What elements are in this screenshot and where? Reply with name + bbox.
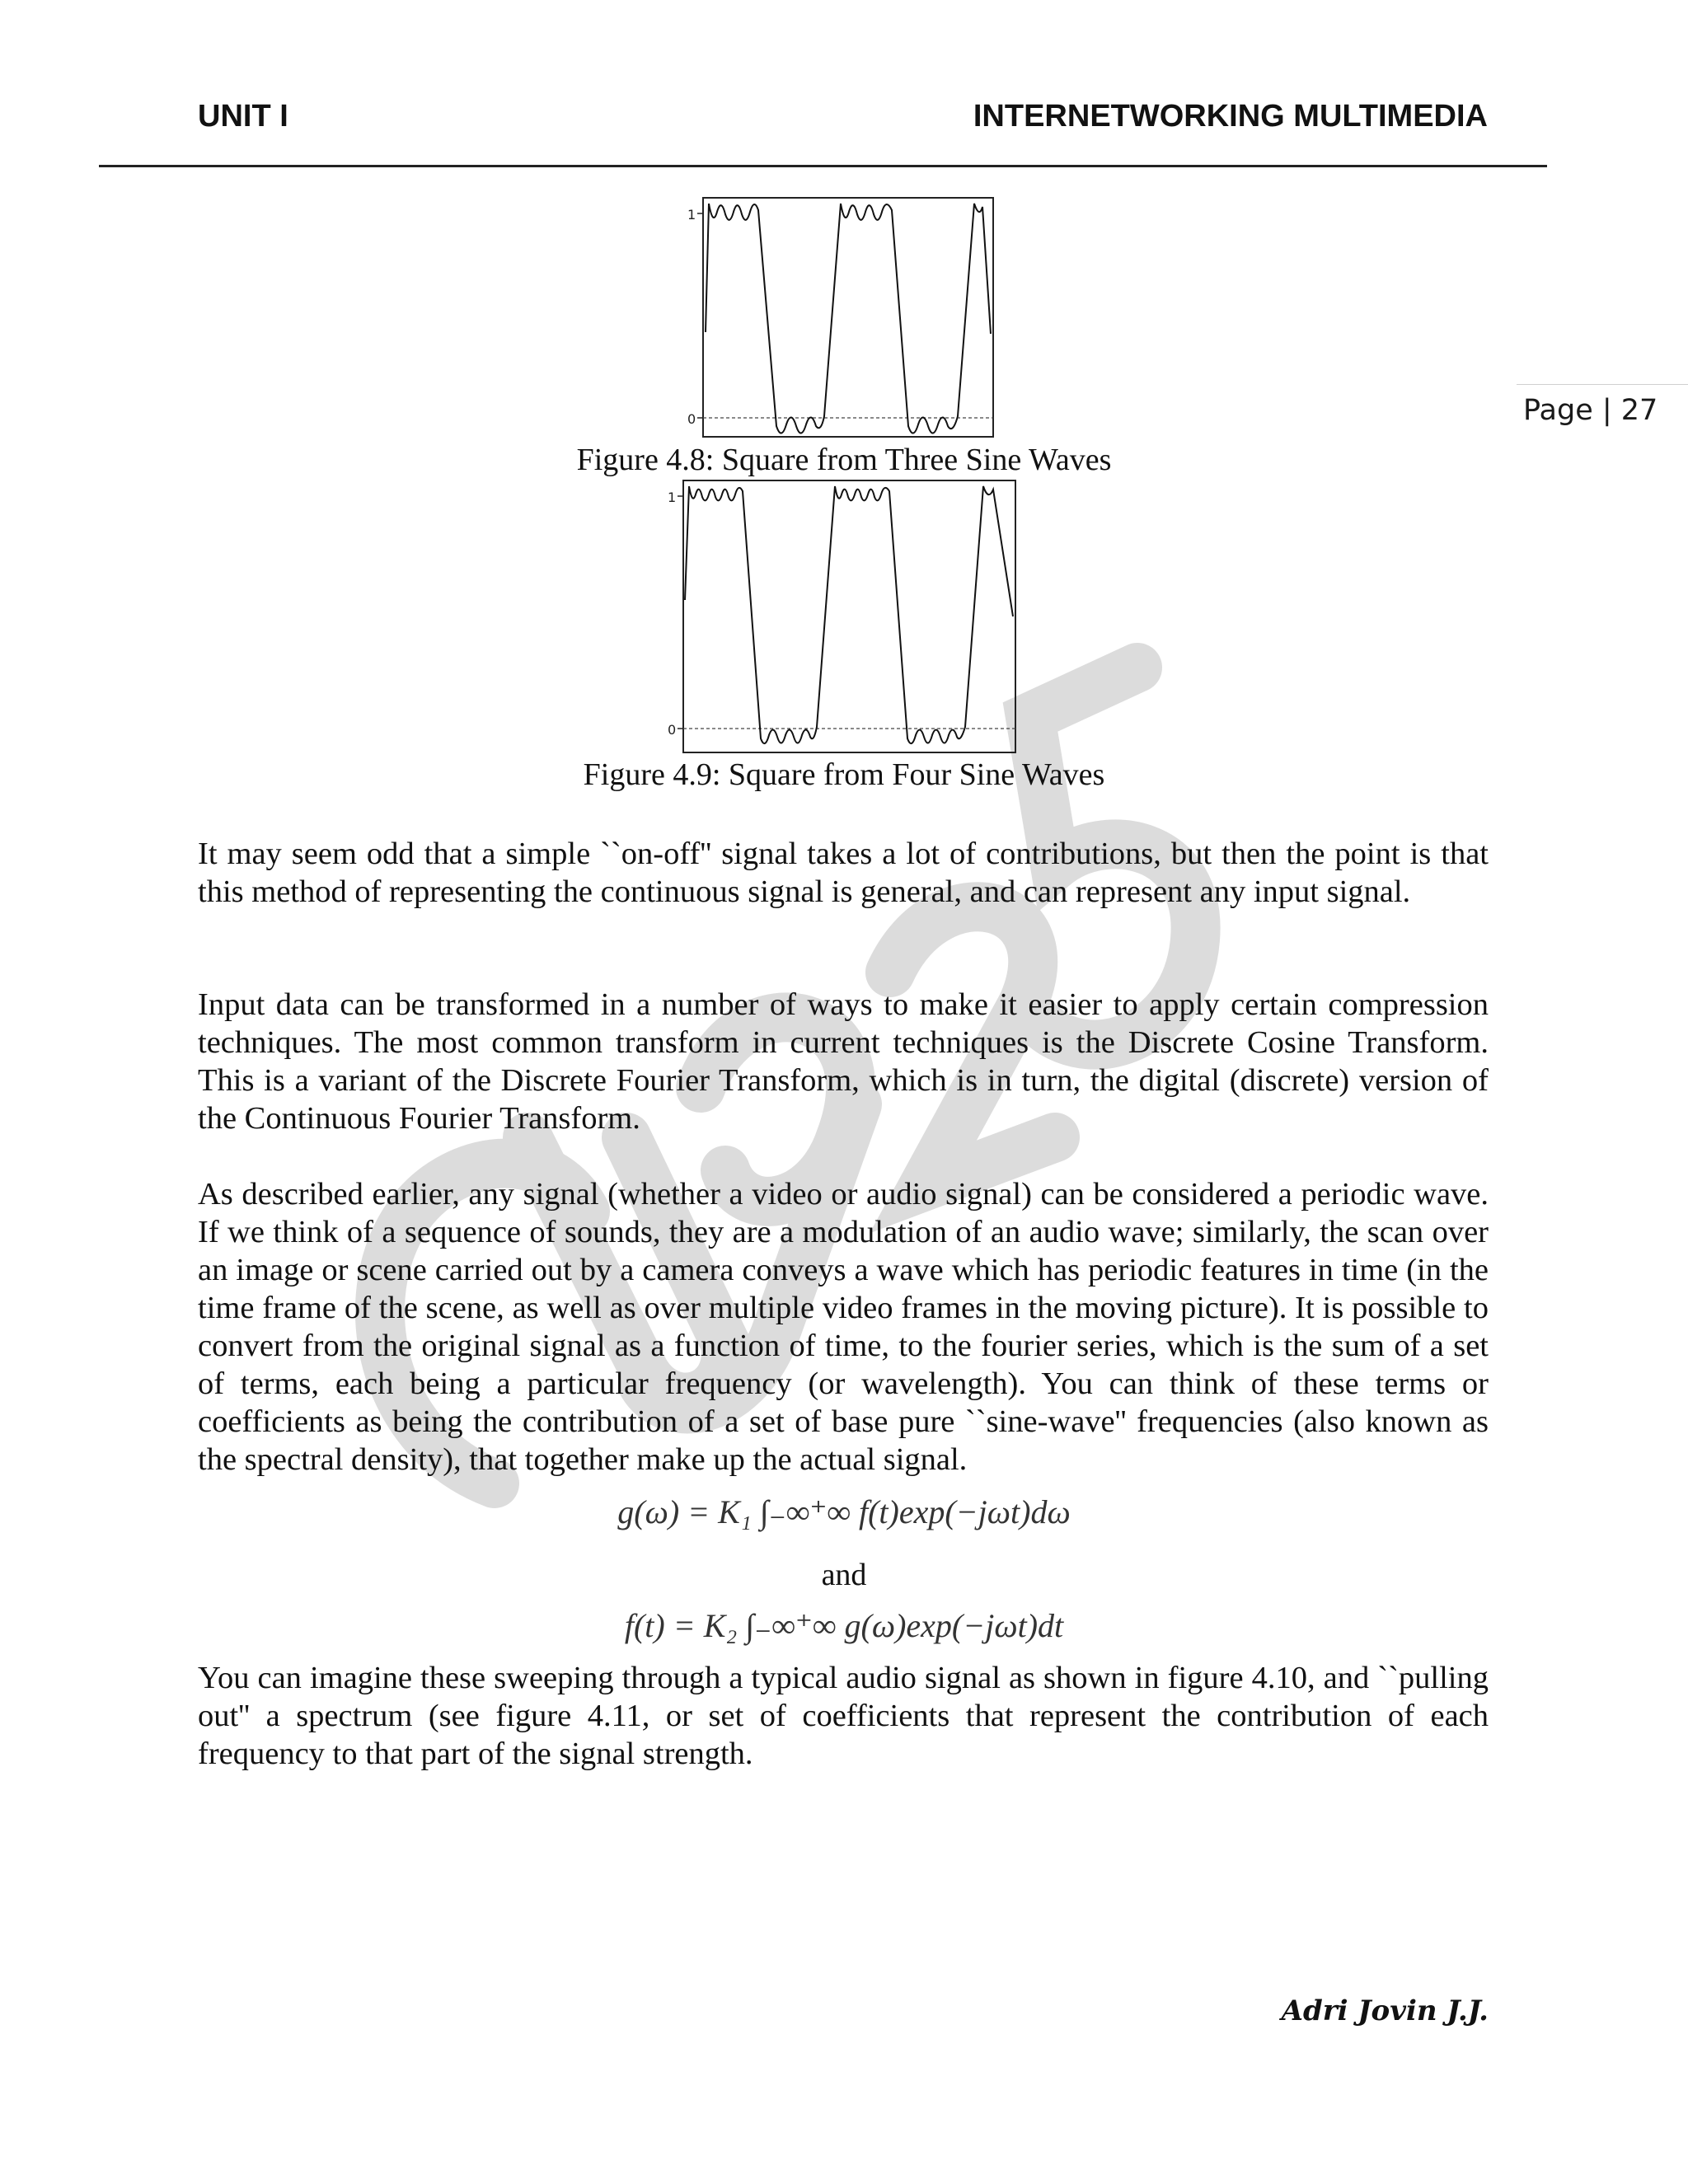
author-signature: Adri Jovin J.J. [1281,1994,1489,2027]
paragraph-transform-input: Input data can be transformed in a number of ways to make it easier to apply certain compression techniques. The most common transform in current techniques is the Discrete Cosine Transform. This is a variant of the Discrete Fourier Transform, which is in turn, the digital (discrete) version of the Continuous Fourier Transform. [198,987,1489,1136]
y-tick-label-bottom: 0 [687,411,696,427]
header-unit: UNIT I [198,99,288,134]
figure-4-9-caption: Figure 4.9: Square from Four Sine Waves [583,757,1105,792]
square-wave-curve [706,204,991,434]
equation-fourier-inverse: f(t) = K₂ ∫₋∞⁺∞ g(ω)exp(−jωt)dt [624,1607,1064,1644]
paragraph-sweeping-spectrum: You can imagine these sweeping through a typical audio signal as shown in figure 4.10, and ``pulling out'' a spectrum (see figure 4.11, or set of coefficients that represent the contribution of each frequency to that part of the signal strength. [198,1661,1489,1771]
figure-4-8-plot [676,194,997,441]
y-tick-label-bottom: 0 [668,722,677,738]
page-number-rule [1517,384,1688,385]
header-course-title: INTERNETWORKING MULTIMEDIA [973,99,1488,134]
equation-joiner: and [821,1558,867,1592]
y-tick-label-top: 1 [668,490,677,505]
equation-fourier-forward: g(ω) = K₁ ∫₋∞⁺∞ f(t)exp(−jωt)dω [617,1493,1071,1530]
figure-4-8-caption: Figure 4.8: Square from Three Sine Waves [576,443,1112,477]
paragraph-periodic-wave: As described earlier, any signal (whether a video or audio signal) can be considered a periodic wave. If we think of a sequence of sounds, they are a modulation of an audio wave; similarly, the scan over an image or scene carried out by a camera conveys a wave which has periodic features in time (in the time frame of the scene, as well as over multiple video frames in the moving picture). It is possible to convert from the original signal as a function of time, to the fourier series, which is the sum of a set of terms, each being a particular frequency (or wavelength). You can think of these terms or coefficients as being the contribution of a set of base pure ``sine-wave'' frequencies (also known as the spectral density), that together make up the actual signal. [198,1177,1489,1477]
header-rule [99,165,1547,167]
paragraph-on-off-signal: It may seem odd that a simple ``on-off'' signal takes a lot of contributions, but then the point is that this method of representing the continuous signal is general, and can represent any input signal. [198,837,1489,909]
figure-4-9-plot [657,476,1020,757]
y-tick-label-top: 1 [687,207,696,223]
page-number: Page | 27 [1523,394,1658,427]
square-wave-curve [685,486,1013,743]
